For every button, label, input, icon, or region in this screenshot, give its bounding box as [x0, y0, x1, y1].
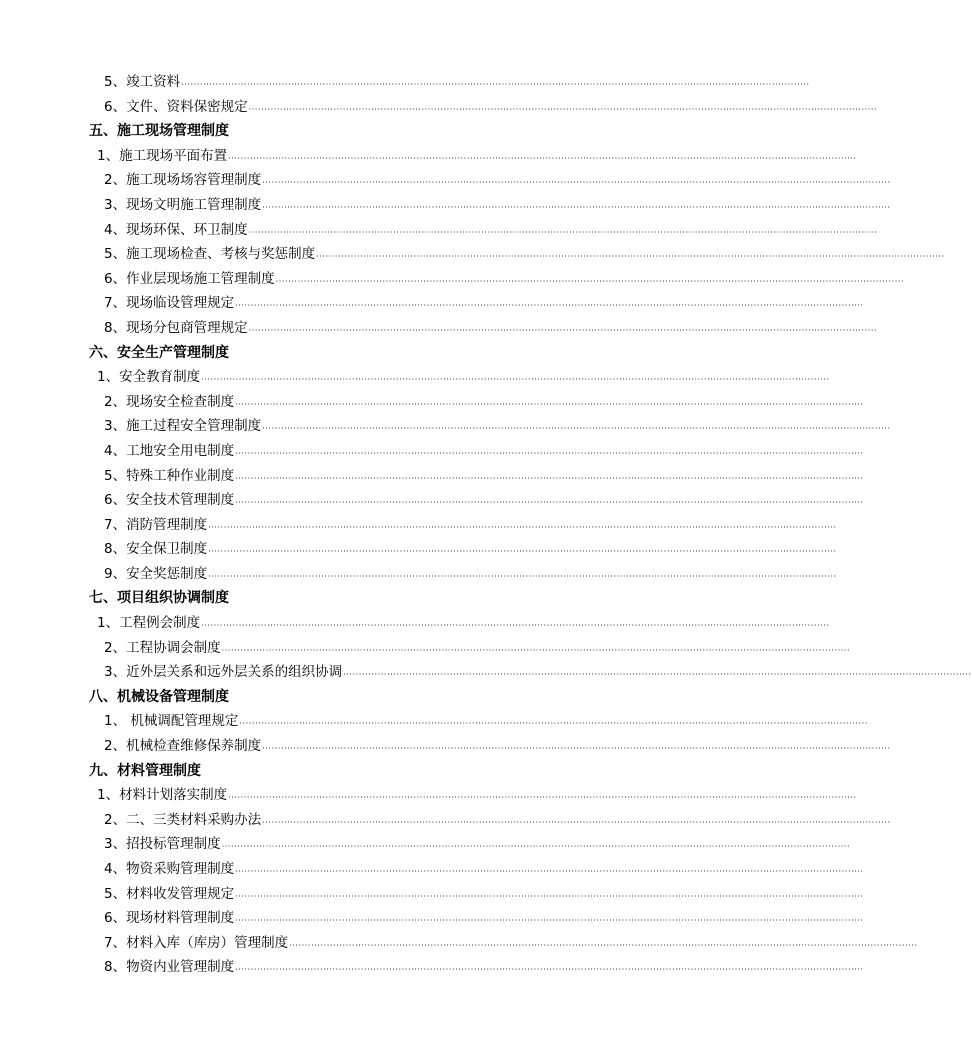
toc-entry[interactable]	[0, 931, 918, 956]
toc-entry[interactable]	[0, 832, 851, 857]
toc-entry[interactable]	[0, 660, 972, 685]
dot-leader: ········································································································································································································	[289, 940, 918, 950]
dot-leader: ········································································································································································································	[208, 571, 837, 581]
toc-entry-label: 5、材料收发管理规定	[104, 885, 235, 902]
toc-entry[interactable]	[0, 193, 891, 218]
toc-entry[interactable]	[0, 734, 891, 759]
toc-entry[interactable]	[0, 144, 857, 169]
toc-entry[interactable]	[0, 95, 878, 120]
toc-entry[interactable]	[0, 242, 945, 267]
toc-entry[interactable]	[0, 783, 857, 808]
toc-entry-label: 6、安全技术管理制度	[104, 492, 235, 509]
toc-entry-label: 3、近外层关系和远外层关系的组织协调	[104, 664, 343, 681]
toc-entry[interactable]	[0, 709, 868, 734]
section-heading-text: 九、材料管理制度	[89, 762, 201, 779]
dot-leader: ········································································································································································································	[262, 424, 891, 434]
toc-entry-label: 7、现场临设管理规定	[104, 295, 235, 312]
toc-entry-label: 6、现场材料管理制度	[104, 910, 235, 927]
toc-entry-label: 4、物资采购管理制度	[104, 861, 235, 877]
section-heading-text: 六、安全生产管理制度	[89, 344, 229, 361]
toc-entry-label: 5、施工现场检查、考核与奖惩制度	[104, 246, 316, 263]
toc-entry-label: 1、施工现场平面布置	[97, 147, 228, 164]
dot-leader: ········································································································································································································	[275, 276, 905, 286]
dot-leader: ········································································································································································································	[228, 153, 857, 163]
toc-entry-label: 2、施工现场场容管理制度	[104, 172, 262, 189]
dot-leader: ········································································································································································································	[181, 80, 810, 89]
dot-leader: ········································································································································································································	[221, 842, 851, 852]
dot-leader: ········································································································································································································	[343, 670, 972, 680]
dot-leader: ········································································································································································································	[201, 375, 830, 385]
dot-leader: ········································································································································································································	[248, 227, 878, 237]
toc-entry-label: 1、安全教育制度	[97, 369, 201, 386]
toc-entry-label: 8、现场分包商管理规定	[104, 319, 248, 336]
toc-entry-label: 2、机械检查维修保养制度	[104, 738, 262, 755]
section-heading	[0, 685, 744, 710]
toc-entry-label: 8、安全保卫制度	[104, 541, 208, 558]
toc-entry[interactable]	[0, 808, 891, 833]
dot-leader: ········································································································································································································	[235, 498, 864, 508]
toc-entry-label: 7、消防管理制度	[104, 516, 208, 533]
toc-entry[interactable]	[0, 882, 864, 907]
toc-entry[interactable]	[0, 537, 837, 562]
dot-leader: ········································································································································································································	[316, 252, 945, 262]
dot-leader: ········································································································································································································	[235, 965, 864, 975]
dot-leader: ········································································································································································································	[235, 916, 864, 926]
toc-entry-label: 3、招投标管理制度	[104, 836, 221, 853]
toc-entry[interactable]	[0, 464, 864, 489]
toc-entry-label: 6、作业层现场施工管理制度	[104, 270, 275, 287]
dot-leader: ········································································································································································································	[208, 547, 837, 557]
toc-entry[interactable]	[0, 955, 864, 980]
toc-entry-label: 7、材料入库（库房）管理制度	[104, 934, 289, 951]
dot-leader: ········································································································································································································	[235, 448, 864, 458]
toc-entry[interactable]	[0, 611, 830, 636]
dot-leader: ········································································································································································································	[235, 301, 864, 311]
toc-entry[interactable]	[0, 636, 851, 661]
section-heading	[0, 119, 744, 144]
dot-leader: ········································································································································································································	[235, 473, 864, 483]
section-heading	[0, 341, 744, 366]
toc-entry[interactable]	[0, 365, 830, 390]
toc-entry-label: 4、现场环保、环卫制度	[104, 221, 248, 238]
toc-entry[interactable]	[0, 291, 864, 316]
section-heading-text: 五、施工现场管理制度	[89, 123, 229, 140]
section-heading-text: 八、机械设备管理制度	[89, 688, 229, 705]
section-heading-text: 七、项目组织协调制度	[89, 590, 229, 607]
toc-entry[interactable]	[0, 906, 864, 931]
dot-leader: ········································································································································································································	[262, 817, 891, 827]
toc-entry-label: 2、现场安全检查制度	[104, 393, 235, 410]
toc-entry-label: 8、物资内业管理制度	[104, 959, 235, 976]
toc-entry-label: 4、工地安全用电制度	[104, 442, 235, 459]
dot-leader: ········································································································································································································	[208, 522, 837, 532]
toc-entry[interactable]	[0, 439, 864, 464]
toc-entry[interactable]	[0, 857, 864, 882]
dot-leader: ········································································································································································································	[235, 399, 864, 409]
dot-leader: ········································································································································································································	[262, 744, 891, 754]
toc-entry-label: 1、材料计划落实制度	[97, 787, 228, 804]
toc-entry[interactable]	[0, 267, 905, 292]
toc-entry[interactable]	[0, 70, 810, 95]
dot-leader: ········································································································································································································	[228, 793, 857, 803]
dot-leader: ········································································································································································································	[201, 621, 830, 631]
toc-entry-label: 5、特殊工种作业制度	[104, 467, 235, 484]
toc-entry-label: 5、竣工资料	[104, 74, 181, 90]
toc-entry[interactable]	[0, 513, 837, 538]
toc-entry[interactable]	[0, 390, 864, 415]
dot-leader: ········································································································································································································	[248, 104, 878, 114]
toc-entry[interactable]	[0, 168, 891, 193]
toc-entry[interactable]	[0, 488, 864, 513]
dot-leader: ········································································································································································································	[235, 891, 864, 901]
toc-entry-label: 3、施工过程安全管理制度	[104, 418, 262, 435]
dot-leader: ········································································································································································································	[262, 202, 891, 212]
section-heading	[0, 586, 744, 611]
toc-entry[interactable]	[0, 316, 878, 341]
toc-entry-label: 2、工程协调会制度	[104, 639, 221, 656]
dot-leader: ········································································································································································································	[248, 325, 878, 335]
dot-leader: ········································································································································································································	[221, 645, 851, 655]
dot-leader: ········································································································································································································	[235, 867, 864, 876]
toc-entry-label: 1、工程例会制度	[97, 615, 201, 632]
toc-entry-label: 6、文件、资料保密规定	[104, 98, 248, 115]
toc-entry-label: 2、二、三类材料采购办法	[104, 811, 262, 828]
toc-entry-label: 1、 机械调配管理规定	[104, 713, 239, 730]
toc-entry-label: 3、现场文明施工管理制度	[104, 196, 262, 213]
section-heading	[0, 759, 744, 784]
toc-entry-label: 9、安全奖惩制度	[104, 565, 208, 582]
dot-leader: ········································································································································································································	[239, 719, 868, 729]
toc-entry[interactable]	[0, 218, 878, 243]
toc-entry[interactable]	[0, 562, 837, 587]
dot-leader: ········································································································································································································	[262, 178, 891, 188]
table-of-contents	[0, 70, 972, 980]
toc-entry[interactable]	[0, 414, 891, 439]
